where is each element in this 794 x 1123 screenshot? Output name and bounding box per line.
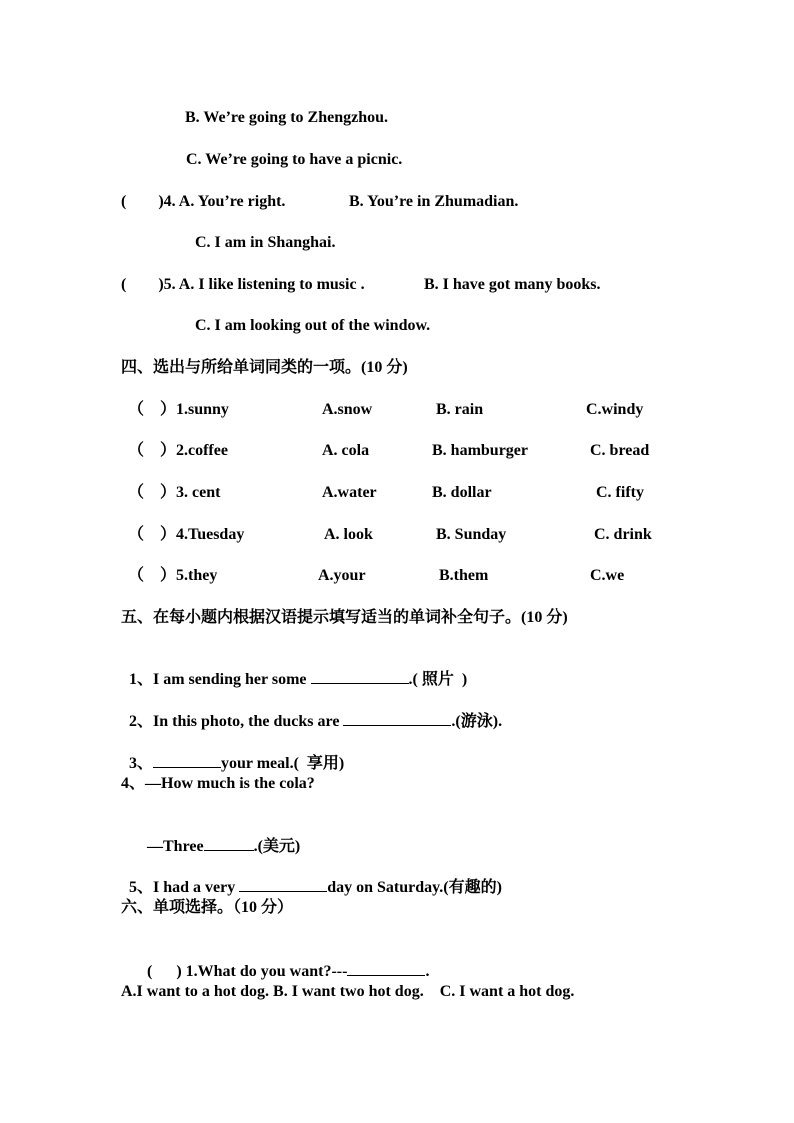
q5-stem: ( )5. A. I like listening to music . bbox=[121, 276, 365, 293]
s6-q1 bbox=[139, 941, 429, 982]
s4-row3-a: A.water bbox=[322, 484, 377, 501]
s6-q1-blank[interactable] bbox=[347, 961, 425, 976]
q5-option-c: C. I am looking out of the window. bbox=[195, 317, 431, 334]
section4-title: 四、选出与所给单词同类的一项。(10 分) bbox=[121, 359, 408, 376]
q4-option-b: B. You’re in Zhumadian. bbox=[349, 193, 519, 210]
s6-q1-stem: ( ) 1.What do you want?--- bbox=[147, 963, 348, 980]
s5-q3-after: your meal.( 享用) bbox=[221, 755, 345, 772]
s4-row1-stem: （ ）1.sunny bbox=[128, 401, 229, 418]
s5-q4-question: 4、—How much is the cola? bbox=[121, 775, 315, 792]
s4-row2-c: C. bread bbox=[590, 442, 650, 459]
s4-row1-c: C.windy bbox=[586, 401, 644, 418]
q3-option-b: B. We’re going to Zhengzhou. bbox=[185, 109, 388, 126]
s5-q5-before: 5、I had a very bbox=[129, 879, 240, 896]
s5-q1-before: 1、I am sending her some bbox=[129, 671, 311, 688]
s5-q1-after: .( 照片 ) bbox=[408, 671, 468, 688]
s4-row1-b: B. rain bbox=[436, 401, 484, 418]
s4-row4-a: A. look bbox=[324, 526, 373, 543]
s4-row3-stem: （ ）3. cent bbox=[128, 484, 221, 501]
section6-title: 六、单项选择。（10 分） bbox=[121, 899, 294, 916]
s4-row5-stem: （ ）5.they bbox=[128, 567, 218, 584]
s4-row2-stem: （ ）2.coffee bbox=[128, 442, 228, 459]
s5-q2-blank[interactable] bbox=[343, 711, 451, 726]
s4-row3-c: C. fifty bbox=[596, 484, 644, 501]
s5-q4-blank[interactable] bbox=[204, 836, 254, 851]
q4-option-c: C. I am in Shanghai. bbox=[195, 234, 336, 251]
s5-q1-blank[interactable] bbox=[311, 669, 409, 684]
s5-q5 bbox=[121, 857, 502, 898]
s5-q2-after: .(游泳). bbox=[451, 713, 503, 730]
s5-q4-after: .(美元) bbox=[253, 838, 301, 855]
s5-q3 bbox=[121, 733, 344, 774]
s5-q5-after: day on Saturday.(有趣的) bbox=[327, 879, 502, 896]
q3-option-c: C. We’re going to have a picnic. bbox=[186, 151, 403, 168]
s5-q2 bbox=[121, 691, 502, 732]
s5-q1 bbox=[121, 649, 467, 690]
s6-q1-end: . bbox=[425, 963, 430, 980]
s5-q3-blank[interactable] bbox=[153, 753, 221, 768]
s4-row5-c: C.we bbox=[590, 567, 625, 584]
q5-option-b: B. I have got many books. bbox=[424, 276, 601, 293]
s4-row2-b: B. hamburger bbox=[432, 442, 528, 459]
q4-stem: ( )4. A. You’re right. bbox=[121, 193, 286, 210]
s5-q3-before: 3、 bbox=[129, 755, 154, 772]
s4-row5-b: B.them bbox=[439, 567, 489, 584]
s5-q4-answer bbox=[139, 816, 300, 857]
s4-row2-a: A. cola bbox=[322, 442, 370, 459]
s6-q1-options: A.I want to a hot dog. B. I want two hot dog. C. I want a hot dog. bbox=[121, 983, 575, 1000]
s4-row1-a: A.snow bbox=[322, 401, 373, 418]
s5-q2-before: 2、In this photo, the ducks are bbox=[129, 713, 344, 730]
s4-row5-a: A.your bbox=[318, 567, 366, 584]
s4-row3-b: B. dollar bbox=[432, 484, 492, 501]
s5-q5-blank[interactable] bbox=[239, 877, 327, 892]
s5-q4-before: —Three bbox=[147, 838, 204, 855]
s4-row4-b: B. Sunday bbox=[436, 526, 507, 543]
section5-title: 五、在每小题内根据汉语提示填写适当的单词补全句子。(10 分) bbox=[121, 609, 568, 626]
s4-row4-stem: （ ）4.Tuesday bbox=[128, 526, 245, 543]
s4-row4-c: C. drink bbox=[594, 526, 652, 543]
